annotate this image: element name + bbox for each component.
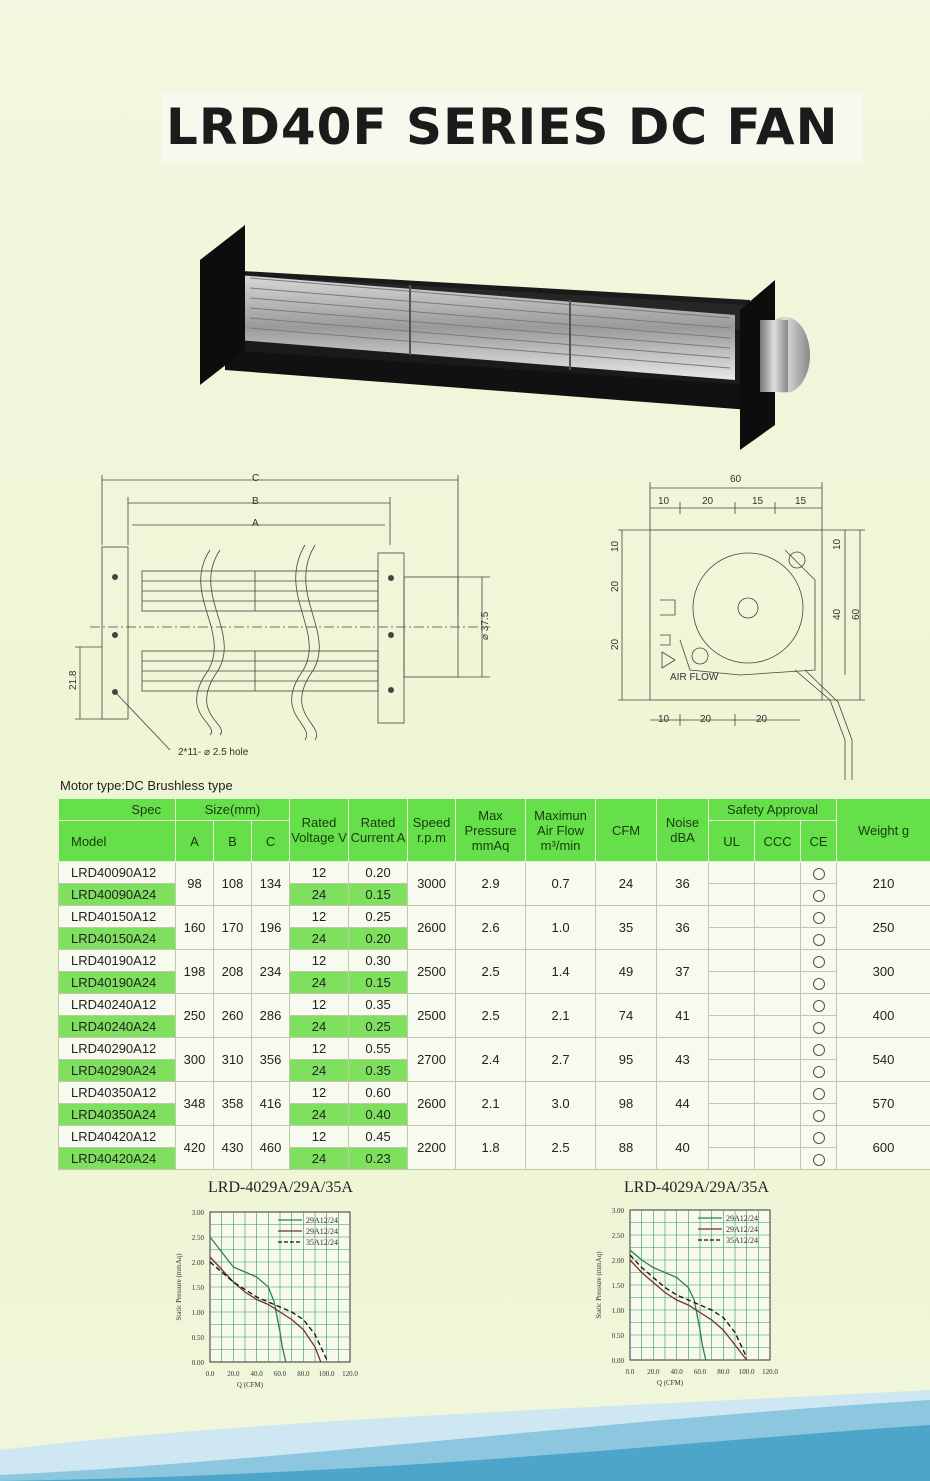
pressure-cell: 2.6	[456, 906, 526, 950]
circle-icon	[813, 978, 825, 990]
x-tick-label: 40.0	[250, 1370, 263, 1378]
ul-cell	[709, 928, 755, 950]
model-cell: LRD40190A24	[59, 972, 176, 994]
ce-mark-cell	[801, 1148, 837, 1170]
voltage-cell: 24	[290, 884, 349, 906]
fan-product-image	[190, 220, 820, 460]
weight-cell: 600	[837, 1126, 930, 1170]
cfm-cell: 74	[596, 994, 657, 1038]
speed-cell: 2500	[408, 994, 456, 1038]
ce-mark-cell	[801, 884, 837, 906]
size-a-cell: 300	[176, 1038, 214, 1082]
hdr-voltage: Rated Voltage V	[290, 799, 349, 862]
current-cell: 0.35	[349, 1060, 408, 1082]
x-axis-label: Q (CFM)	[236, 1381, 264, 1389]
hdr-ul: UL	[709, 821, 755, 862]
ul-cell	[709, 994, 755, 1016]
ul-cell	[709, 950, 755, 972]
x-tick-label: 120.0	[762, 1368, 778, 1376]
x-axis-label: Q (CFM)	[656, 1379, 684, 1387]
ul-cell	[709, 1082, 755, 1104]
size-c-cell: 196	[252, 906, 290, 950]
ccc-cell	[755, 862, 801, 884]
table-row	[59, 950, 930, 972]
hdr-safety: Safety Approval	[709, 799, 837, 821]
end-dim-b10: 10	[658, 714, 670, 725]
y-tick-label: 2.00	[611, 1257, 624, 1265]
pressure-cell: 2.4	[456, 1038, 526, 1082]
hdr-ccc: CCC	[755, 821, 801, 862]
ccc-cell	[755, 1104, 801, 1126]
y-tick-label: 1.50	[611, 1282, 624, 1290]
x-tick-label: 100.0	[318, 1370, 335, 1378]
size-b-cell: 108	[214, 862, 252, 906]
chart-title-left: LRD-4029A/29A/35A	[208, 1179, 353, 1196]
voltage-cell: 12	[290, 994, 349, 1016]
size-b-cell: 358	[214, 1082, 252, 1126]
current-cell: 0.45	[349, 1126, 408, 1148]
end-dim-v10: 10	[610, 540, 621, 552]
table-row	[59, 1082, 930, 1104]
model-cell: LRD40290A12	[59, 1038, 176, 1060]
table-row	[59, 1038, 930, 1060]
voltage-cell: 24	[290, 972, 349, 994]
y-tick-label: 2.00	[191, 1259, 204, 1267]
airflow-label: AIR FLOW	[670, 672, 719, 683]
size-b-cell: 260	[214, 994, 252, 1038]
circle-icon	[813, 912, 825, 924]
pressure-cell: 1.8	[456, 1126, 526, 1170]
speed-cell: 2600	[408, 1082, 456, 1126]
airflow-cell: 2.5	[526, 1126, 596, 1170]
weight-cell: 250	[837, 906, 930, 950]
speed-cell: 2200	[408, 1126, 456, 1170]
y-tick-label: 0.50	[611, 1332, 624, 1340]
ccc-cell	[755, 1038, 801, 1060]
dim-a: A	[252, 518, 259, 529]
ce-mark-cell	[801, 1016, 837, 1038]
circle-icon	[813, 1022, 825, 1034]
current-cell: 0.15	[349, 884, 408, 906]
legend-label: 35A12/24	[726, 1236, 758, 1245]
airflow-cell: 3.0	[526, 1082, 596, 1126]
current-cell: 0.15	[349, 972, 408, 994]
airflow-cell: 1.0	[526, 906, 596, 950]
noise-cell: 43	[657, 1038, 709, 1082]
noise-cell: 41	[657, 994, 709, 1038]
table-row	[59, 1126, 930, 1148]
hdr-weight: Weight g	[837, 799, 930, 862]
current-cell: 0.60	[349, 1082, 408, 1104]
model-cell: LRD40090A24	[59, 884, 176, 906]
end-dim-r40: 40	[832, 608, 843, 620]
size-a-cell: 160	[176, 906, 214, 950]
current-cell: 0.23	[349, 1148, 408, 1170]
current-cell: 0.20	[349, 928, 408, 950]
hdr-spec: Spec	[59, 799, 176, 821]
hdr-model: Model	[59, 821, 176, 862]
y-tick-label: 1.50	[191, 1284, 204, 1292]
model-cell: LRD40350A24	[59, 1104, 176, 1126]
model-cell: LRD40150A24	[59, 928, 176, 950]
ccc-cell	[755, 994, 801, 1016]
weight-cell: 300	[837, 950, 930, 994]
weight-cell: 570	[837, 1082, 930, 1126]
weight-cell: 400	[837, 994, 930, 1038]
size-b-cell: 430	[214, 1126, 252, 1170]
speed-cell: 3000	[408, 862, 456, 906]
ccc-cell	[755, 1016, 801, 1038]
hdr-size: Size(mm)	[176, 799, 290, 821]
ce-mark-cell	[801, 928, 837, 950]
voltage-cell: 24	[290, 1060, 349, 1082]
pq-chart-right	[585, 1198, 815, 1393]
x-tick-label: 20.0	[647, 1368, 660, 1376]
model-cell: LRD40420A12	[59, 1126, 176, 1148]
ce-mark-cell	[801, 1104, 837, 1126]
speed-cell: 2500	[408, 950, 456, 994]
ccc-cell	[755, 1148, 801, 1170]
ce-mark-cell	[801, 1126, 837, 1148]
ce-mark-cell	[801, 1060, 837, 1082]
y-tick-label: 0.50	[191, 1334, 204, 1342]
legend-label: 35A12/24	[306, 1238, 338, 1247]
dim-height: 21.8	[68, 670, 79, 690]
circle-icon	[813, 1132, 825, 1144]
model-cell: LRD40240A24	[59, 1016, 176, 1038]
circle-icon	[813, 1088, 825, 1100]
pq-chart-left	[165, 1200, 395, 1395]
weight-cell: 210	[837, 862, 930, 906]
dim-b: B	[252, 496, 259, 507]
ul-cell	[709, 1104, 755, 1126]
current-cell: 0.25	[349, 906, 408, 928]
ccc-cell	[755, 928, 801, 950]
size-c-cell: 234	[252, 950, 290, 994]
hdr-current: Rated Current A	[349, 799, 408, 862]
x-tick-label: 100.0	[738, 1368, 755, 1376]
x-tick-label: 40.0	[670, 1368, 683, 1376]
noise-cell: 37	[657, 950, 709, 994]
speed-cell: 2600	[408, 906, 456, 950]
ccc-cell	[755, 1082, 801, 1104]
noise-cell: 36	[657, 906, 709, 950]
ce-mark-cell	[801, 950, 837, 972]
voltage-cell: 12	[290, 1126, 349, 1148]
y-tick-label: 3.00	[611, 1207, 624, 1215]
ul-cell	[709, 906, 755, 928]
ul-cell	[709, 1038, 755, 1060]
size-a-cell: 98	[176, 862, 214, 906]
end-dim-b20b: 20	[756, 714, 768, 725]
end-dim-15a: 15	[752, 496, 764, 507]
hole-note: 2*11- ⌀ 2.5 hole	[178, 747, 249, 758]
hdr-b: B	[214, 821, 252, 862]
voltage-cell: 12	[290, 906, 349, 928]
voltage-cell: 24	[290, 928, 349, 950]
x-tick-label: 0.0	[625, 1368, 635, 1376]
x-tick-label: 80.0	[297, 1370, 310, 1378]
motor-type: Motor type:DC Brushless type	[60, 778, 233, 793]
airflow-cell: 2.7	[526, 1038, 596, 1082]
x-tick-label: 120.0	[342, 1370, 358, 1378]
weight-cell: 540	[837, 1038, 930, 1082]
cfm-cell: 98	[596, 1082, 657, 1126]
circle-icon	[813, 956, 825, 968]
pressure-cell: 2.5	[456, 994, 526, 1038]
hdr-a: A	[176, 821, 214, 862]
end-dim-b20a: 20	[700, 714, 712, 725]
circle-icon	[813, 934, 825, 946]
size-b-cell: 208	[214, 950, 252, 994]
ul-cell	[709, 1126, 755, 1148]
end-dim-v20a: 20	[610, 580, 621, 592]
size-a-cell: 198	[176, 950, 214, 994]
chart-title-right: LRD-4029A/29A/35A	[624, 1179, 769, 1196]
x-tick-label: 60.0	[693, 1368, 707, 1376]
spec-table	[58, 798, 930, 1170]
end-dim-20: 20	[702, 496, 714, 507]
end-dim-10: 10	[658, 496, 670, 507]
voltage-cell: 12	[290, 950, 349, 972]
table-row	[59, 994, 930, 1016]
voltage-cell: 24	[290, 1104, 349, 1126]
hdr-airflow: Maximun Air Flow m³/min	[526, 799, 596, 862]
ccc-cell	[755, 972, 801, 994]
size-c-cell: 356	[252, 1038, 290, 1082]
legend-label: 29A12/24	[306, 1216, 338, 1225]
circle-icon	[813, 890, 825, 902]
hdr-ce: CE	[801, 821, 837, 862]
circle-icon	[813, 1066, 825, 1078]
legend-label: 29A12/24	[726, 1225, 758, 1234]
voltage-cell: 12	[290, 1082, 349, 1104]
size-a-cell: 250	[176, 994, 214, 1038]
voltage-cell: 24	[290, 1016, 349, 1038]
voltage-cell: 12	[290, 1038, 349, 1060]
y-tick-label: 2.50	[191, 1234, 204, 1242]
side-dimension-drawing	[60, 465, 510, 765]
y-axis-label: Static Pressure (mmAq)	[175, 1253, 183, 1321]
y-tick-label: 2.50	[611, 1232, 624, 1240]
spec-table-body	[59, 862, 930, 1170]
hdr-c: C	[252, 821, 290, 862]
model-cell: LRD40350A12	[59, 1082, 176, 1104]
end-dim-r10: 10	[832, 538, 843, 550]
cfm-cell: 35	[596, 906, 657, 950]
ul-cell	[709, 1016, 755, 1038]
x-tick-label: 60.0	[273, 1370, 287, 1378]
ccc-cell	[755, 906, 801, 928]
current-cell: 0.55	[349, 1038, 408, 1060]
y-tick-label: 1.00	[611, 1307, 624, 1315]
circle-icon	[813, 1154, 825, 1166]
model-cell: LRD40290A24	[59, 1060, 176, 1082]
noise-cell: 44	[657, 1082, 709, 1126]
size-a-cell: 420	[176, 1126, 214, 1170]
hdr-pressure: Max Pressure mmAq	[456, 799, 526, 862]
x-tick-label: 20.0	[227, 1370, 240, 1378]
model-cell: LRD40150A12	[59, 906, 176, 928]
cfm-cell: 95	[596, 1038, 657, 1082]
circle-icon	[813, 1110, 825, 1122]
end-dim-60: 60	[730, 474, 742, 485]
model-cell: LRD40090A12	[59, 862, 176, 884]
size-c-cell: 460	[252, 1126, 290, 1170]
speed-cell: 2700	[408, 1038, 456, 1082]
cfm-cell: 49	[596, 950, 657, 994]
circle-icon	[813, 868, 825, 880]
y-tick-label: 1.00	[191, 1309, 204, 1317]
ce-mark-cell	[801, 972, 837, 994]
x-tick-label: 0.0	[205, 1370, 215, 1378]
ul-cell	[709, 972, 755, 994]
current-cell: 0.25	[349, 1016, 408, 1038]
y-tick-label: 0.00	[191, 1359, 204, 1367]
size-c-cell: 134	[252, 862, 290, 906]
ccc-cell	[755, 950, 801, 972]
ce-mark-cell	[801, 862, 837, 884]
ul-cell	[709, 1148, 755, 1170]
voltage-cell: 24	[290, 1148, 349, 1170]
decorative-wave	[0, 1380, 930, 1481]
page-title: LRD40F SERIES DC FAN	[162, 92, 862, 162]
ul-cell	[709, 884, 755, 906]
ul-cell	[709, 1060, 755, 1082]
cfm-cell: 88	[596, 1126, 657, 1170]
ul-cell	[709, 862, 755, 884]
voltage-cell: 12	[290, 862, 349, 884]
noise-cell: 40	[657, 1126, 709, 1170]
airflow-cell: 1.4	[526, 950, 596, 994]
pressure-cell: 2.1	[456, 1082, 526, 1126]
legend-label: 29A12/24	[726, 1214, 758, 1223]
hdr-cfm: CFM	[596, 799, 657, 862]
circle-icon	[813, 1000, 825, 1012]
x-tick-label: 80.0	[717, 1368, 730, 1376]
y-tick-label: 3.00	[191, 1209, 204, 1217]
hdr-speed: Speed r.p.m	[408, 799, 456, 862]
ce-mark-cell	[801, 1082, 837, 1104]
size-b-cell: 170	[214, 906, 252, 950]
dim-c: C	[252, 473, 260, 484]
ccc-cell	[755, 1060, 801, 1082]
ce-mark-cell	[801, 994, 837, 1016]
legend-label: 29A12/24	[306, 1227, 338, 1236]
y-axis-label: Static Pressure (mmAq)	[595, 1251, 603, 1319]
size-b-cell: 310	[214, 1038, 252, 1082]
size-c-cell: 286	[252, 994, 290, 1038]
noise-cell: 36	[657, 862, 709, 906]
circle-icon	[813, 1044, 825, 1056]
model-cell: LRD40190A12	[59, 950, 176, 972]
ce-mark-cell	[801, 1038, 837, 1060]
model-cell: LRD40420A24	[59, 1148, 176, 1170]
end-dim-v20b: 20	[610, 638, 621, 650]
size-a-cell: 348	[176, 1082, 214, 1126]
cfm-cell: 24	[596, 862, 657, 906]
size-c-cell: 416	[252, 1082, 290, 1126]
airflow-cell: 2.1	[526, 994, 596, 1038]
current-cell: 0.35	[349, 994, 408, 1016]
airflow-cell: 0.7	[526, 862, 596, 906]
table-row	[59, 862, 930, 884]
model-cell: LRD40240A12	[59, 994, 176, 1016]
end-dim-15b: 15	[795, 496, 807, 507]
current-cell: 0.20	[349, 862, 408, 884]
ccc-cell	[755, 884, 801, 906]
current-cell: 0.30	[349, 950, 408, 972]
current-cell: 0.40	[349, 1104, 408, 1126]
pressure-cell: 2.5	[456, 950, 526, 994]
dim-diameter: ⌀ 37.5	[480, 611, 491, 640]
ce-mark-cell	[801, 906, 837, 928]
ccc-cell	[755, 1126, 801, 1148]
pressure-cell: 2.9	[456, 862, 526, 906]
end-dimension-drawing	[600, 470, 880, 785]
table-row	[59, 906, 930, 928]
end-dim-r60: 60	[851, 608, 862, 620]
hdr-noise: Noise dBA	[657, 799, 709, 862]
y-tick-label: 0.00	[611, 1357, 624, 1365]
